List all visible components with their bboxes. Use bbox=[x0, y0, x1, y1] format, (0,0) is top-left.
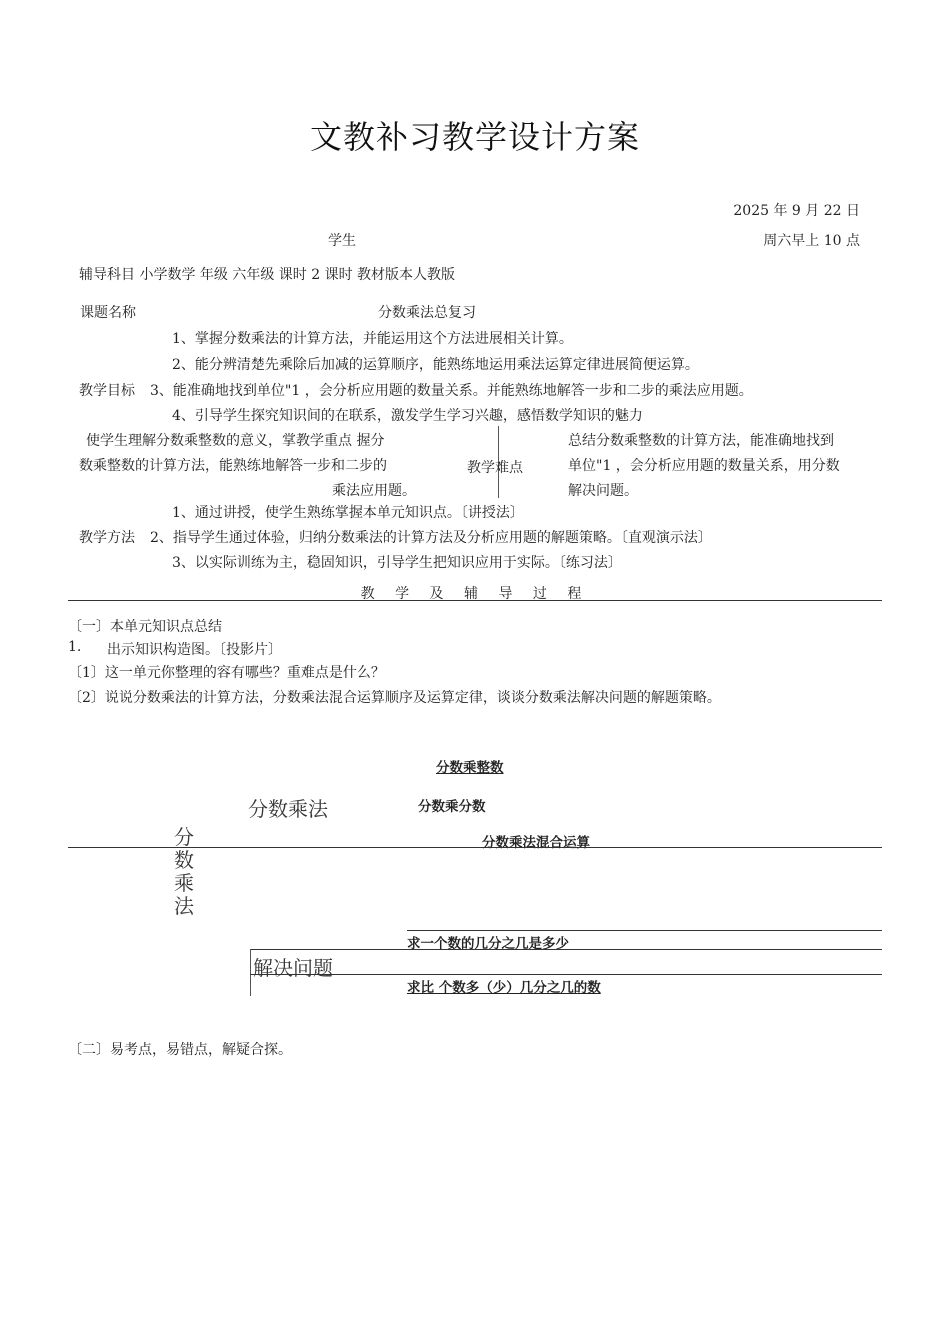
difficulty-label: 教学难点 bbox=[467, 460, 523, 476]
class-time: 周六早上 10 点 bbox=[763, 233, 860, 249]
process-heading: 教 学 及 辅 导 过 程 bbox=[360, 586, 590, 602]
question-2: 〔2〕说说分数乘法的计算方法，分数乘法混合运算顺序及运算定律，谈谈分数乘法解决问题的解题策略。 bbox=[68, 690, 721, 706]
question-1: 〔1〕这一单元你整理的容有哪些？重难点是什么？ bbox=[68, 665, 385, 681]
section-heading: 〔一〕本单元知识点总结 bbox=[68, 619, 222, 635]
diagram-rule bbox=[250, 974, 882, 975]
goal-item: 3、能准确地找到单位"1 ，会分析应用题的数量关系。并能熟练地解答一步和二步的乘法应用题。 bbox=[150, 383, 753, 399]
student-label: 学生 bbox=[328, 233, 356, 249]
difficulty-line: 单位"1 ，会分析应用题的数量关系，用分数 bbox=[568, 458, 840, 474]
method-item: 2、指导学生通过体验，归纳分数乘法的计算方法及分析应用题的解题策略。〔直观演示法〕 bbox=[150, 530, 712, 546]
leaf-solve-more-less: 求比 个数多（少）几分之几的数 bbox=[407, 980, 601, 996]
key-point-line: 使学生理解分数乘整数的意义，掌教学重点 握分 bbox=[86, 433, 385, 449]
difficulty-line: 总结分数乘整数的计算方法，能准确地找到 bbox=[568, 433, 834, 449]
leaf-mixed-operations: 分数乘法混合运算 bbox=[482, 835, 590, 851]
diagram-bracket bbox=[250, 949, 251, 996]
section-heading: 〔二〕易考点，易错点，解疑合探。 bbox=[68, 1042, 292, 1058]
topic-value: 分数乘法总复习 bbox=[378, 305, 476, 321]
leaf-fraction-times-fraction: 分数乘分数 bbox=[418, 799, 486, 815]
step-number: 1. bbox=[68, 639, 82, 655]
diagram-rule bbox=[407, 930, 882, 931]
goal-item: 4、引导学生探究知识间的在联系，激发学生学习兴趣，感悟数学知识的魅力 bbox=[172, 408, 643, 424]
leaf-fraction-times-integer: 分数乘整数 bbox=[436, 760, 504, 776]
branch-problem-solving: 解决问题 bbox=[253, 956, 333, 980]
leaf-solve-fraction-of-number: 求一个数的几分之几是多少 bbox=[407, 936, 569, 952]
difficulty-line: 解决问题。 bbox=[568, 483, 638, 499]
step-text: 出示知识构造图。〔投影片〕 bbox=[107, 642, 282, 658]
topic-label: 课题名称 bbox=[80, 305, 136, 321]
diagram-root: 分数乘法 bbox=[174, 825, 194, 918]
date: 2025 年 9 月 22 日 bbox=[733, 203, 860, 219]
method-item: 3、以实际训练为主，稳固知识，引导学生把知识应用于实际。〔练习法〕 bbox=[172, 555, 622, 571]
goals-label: 教学目标 bbox=[79, 383, 135, 399]
methods-label: 教学方法 bbox=[79, 530, 135, 546]
diagram-rule bbox=[250, 949, 882, 950]
course-info: 辅导科目 小学数学 年级 六年级 课时 2 课时 教材版本人教版 bbox=[79, 267, 456, 283]
key-point-line: 乘法应用题。 bbox=[332, 483, 416, 499]
branch-fraction-multiplication: 分数乘法 bbox=[248, 797, 328, 821]
goal-item: 1、掌握分数乘法的计算方法，并能运用这个方法进展相关计算。 bbox=[172, 331, 573, 347]
key-point-line: 数乘整数的计算方法，能熟练地解答一步和二步的 bbox=[79, 458, 387, 474]
method-item: 1、通过讲授，使学生熟练掌握本单元知识点。〔讲授法〕 bbox=[172, 505, 524, 521]
page-title: 文教补习教学设计方案 bbox=[309, 118, 640, 156]
heading-rule bbox=[68, 600, 882, 601]
goal-item: 2、能分辨清楚先乘除后加减的运算顺序，能熟练地运用乘法运算定律进展简便运算。 bbox=[172, 357, 699, 373]
